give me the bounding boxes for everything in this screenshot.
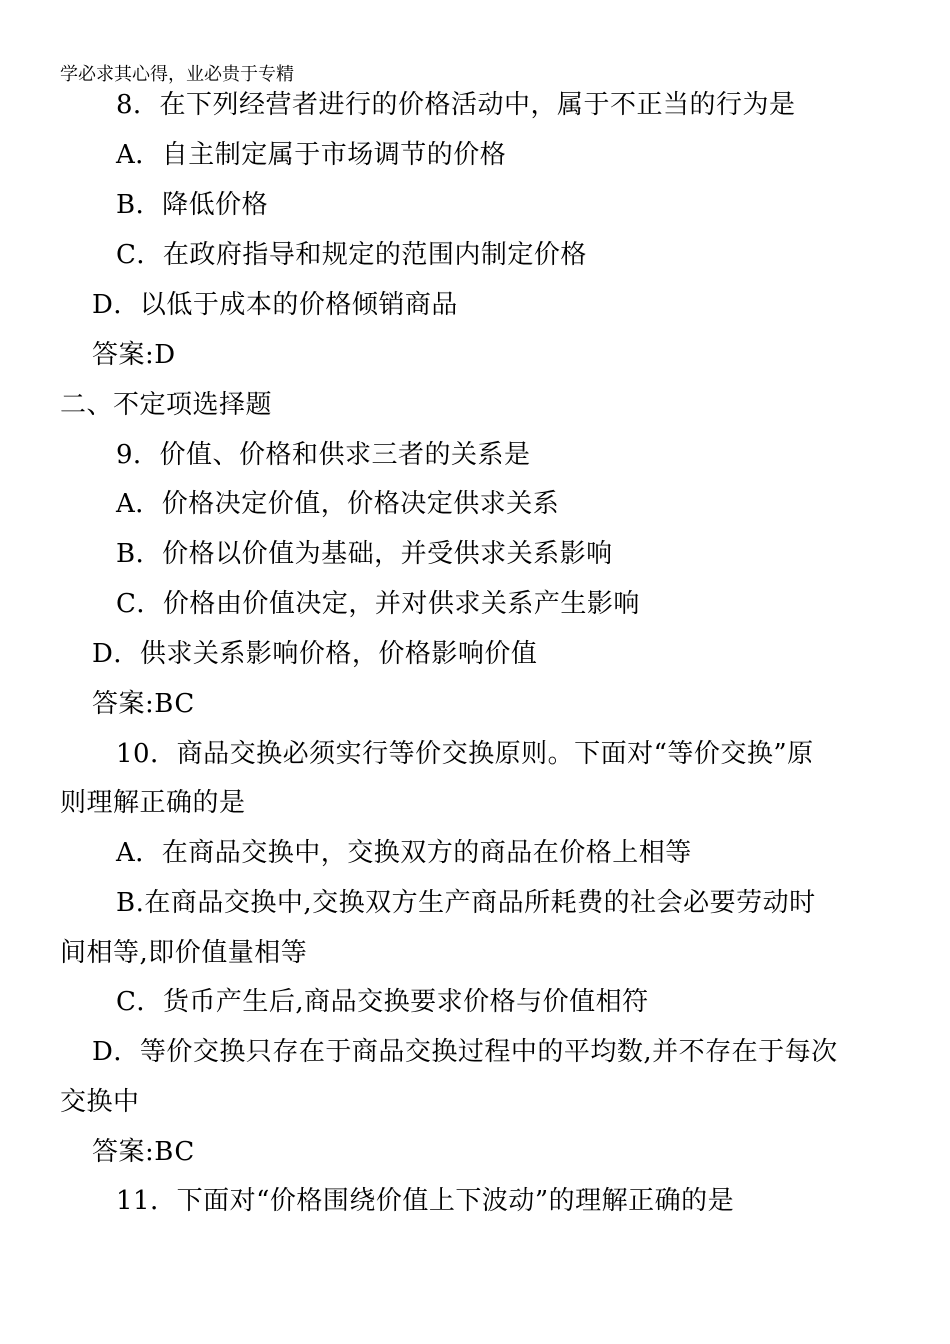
question-10-answer: 答案:BC <box>92 1137 195 1167</box>
question-10-option-c: C．货币产生后,商品交换要求价格与价值相符 <box>116 987 649 1017</box>
question-10-option-d-continued: 交换中 <box>60 1087 140 1117</box>
question-11-stem: 11．下面对“价格围绕价值上下波动”的理解正确的是 <box>116 1186 735 1216</box>
question-9-option-c: C．价格由价值决定，并对供求关系产生影响 <box>116 589 640 619</box>
question-10-stem-continued: 则理解正确的是 <box>60 788 246 818</box>
question-10-option-b-continued: 间相等,即价值量相等 <box>60 938 308 968</box>
question-10-stem: 10．商品交换必须实行等价交换原则。下面对“等价交换”原 <box>116 739 814 769</box>
question-8-answer: 答案:D <box>92 340 176 370</box>
question-8-option-d: D．以低于成本的价格倾销商品 <box>92 290 458 320</box>
question-10-option-a: A．在商品交换中，交换双方的商品在价格上相等 <box>116 838 692 868</box>
section-heading: 二、不定项选择题 <box>60 390 273 420</box>
question-10-option-d: D．等价交换只存在于商品交换过程中的平均数,并不存在于每次 <box>92 1037 838 1067</box>
question-9-option-b: B．价格以价值为基础，并受供求关系影响 <box>116 539 613 569</box>
question-8-option-c: C．在政府指导和规定的范围内制定价格 <box>116 240 587 270</box>
question-8-option-a: A．自主制定属于市场调节的价格 <box>116 140 507 170</box>
question-8-stem: 8．在下列经营者进行的价格活动中，属于不正当的行为是 <box>116 90 796 120</box>
question-10-option-b: B.在商品交换中,交换双方生产商品所耗费的社会必要劳动时 <box>116 888 816 918</box>
page-header: 学必求其心得，业必贵于专精 <box>60 64 294 85</box>
question-9-answer: 答案:BC <box>92 689 195 719</box>
question-9-option-a: A．价格决定价值，价格决定供求关系 <box>116 489 560 519</box>
question-9-option-d: D．供求关系影响价格，价格影响价值 <box>92 639 538 669</box>
question-9-stem: 9．价值、价格和供求三者的关系是 <box>116 440 531 470</box>
question-8-option-b: B．降低价格 <box>116 190 269 220</box>
